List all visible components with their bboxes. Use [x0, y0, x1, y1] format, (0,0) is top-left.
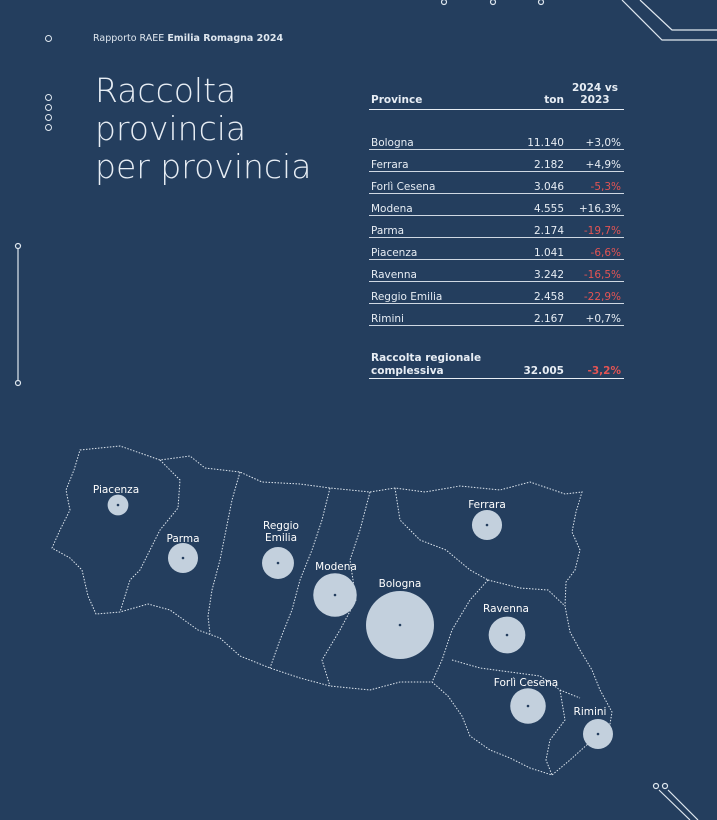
dot-icon: [45, 114, 52, 121]
region-map: [0, 420, 717, 820]
province-change: -22,9%: [567, 282, 624, 304]
report-label: Rapporto RAEE: [93, 33, 165, 44]
bubble-center-dot: [182, 557, 185, 560]
table-row: [369, 128, 624, 150]
province-ton: 11.140: [502, 128, 567, 150]
province-ton: 2.174: [502, 216, 567, 238]
table-row: [369, 150, 624, 172]
province-ton: 4.555: [502, 194, 567, 216]
dot-icon: [45, 94, 52, 101]
total-ton: 32.005: [502, 346, 567, 379]
table-row: [369, 260, 624, 282]
map-label-rimini: Rimini: [573, 706, 607, 718]
province-change: +4,9%: [567, 150, 624, 172]
table-body: [369, 110, 624, 379]
bubble-center-dot: [486, 524, 489, 527]
province-ton: 3.046: [502, 172, 567, 194]
map-label-modena: Modena: [315, 561, 357, 573]
province-table: [369, 82, 624, 379]
province-name: Modena: [369, 194, 502, 216]
border-bologna-ravenna: [432, 580, 488, 682]
province-change: -6,6%: [567, 238, 624, 260]
bubble-center-dot: [399, 624, 402, 627]
title-line-2: provincia: [95, 109, 247, 148]
table-row: [369, 304, 624, 326]
col-header-province: Province: [369, 82, 502, 110]
table-spacer: [369, 326, 624, 347]
province-name: Piacenza: [369, 238, 502, 260]
province-name: Parma: [369, 216, 502, 238]
map-label-parma: Parma: [166, 533, 200, 545]
table-row: [369, 282, 624, 304]
title-line-1: Raccolta: [95, 71, 237, 110]
border-forli-rimini: [546, 690, 565, 775]
total-label: Raccolta regionale complessiva: [369, 346, 502, 379]
side-dots-decoration: [45, 94, 52, 134]
province-name: Bologna: [369, 128, 502, 150]
bubble-center-dot: [277, 562, 280, 565]
title-line-3: per provincia: [95, 147, 312, 186]
header-bullet-icon: [45, 35, 52, 42]
province-change: -5,3%: [567, 172, 624, 194]
table-total-row: [369, 346, 624, 379]
map-label-ravenna: Ravenna: [483, 603, 529, 615]
dot-icon: [45, 104, 52, 111]
province-name: Ferrara: [369, 150, 502, 172]
report-header: [93, 33, 283, 44]
province-ton: 2.182: [502, 150, 567, 172]
map-label-forli: Forlì Cesena: [493, 677, 559, 689]
province-name: Ravenna: [369, 260, 502, 282]
map-label-bologna: Bologna: [378, 578, 422, 590]
table-row: [369, 194, 624, 216]
province-ton: 2.167: [502, 304, 567, 326]
table-spacer: [369, 110, 624, 129]
bubble-center-dot: [527, 705, 530, 708]
province-ton: 2.458: [502, 282, 567, 304]
bubble-center-dot: [334, 594, 337, 597]
province-name: Reggio Emilia: [369, 282, 502, 304]
col-header-ton: ton: [502, 82, 567, 110]
bubble-center-dot: [597, 733, 600, 736]
bubble-center-dot: [506, 634, 509, 637]
province-change: -16,5%: [567, 260, 624, 282]
table-row: [369, 216, 624, 238]
table-row: [369, 238, 624, 260]
province-name: Rimini: [369, 304, 502, 326]
province-change: +16,3%: [567, 194, 624, 216]
dot-icon: [45, 124, 52, 131]
col-header-change: 2024 vs 2023: [567, 82, 624, 110]
report-region: Emilia Romagna 2024: [167, 33, 284, 44]
page-title: [95, 72, 311, 186]
province-ton: 3.242: [502, 260, 567, 282]
province-change: +3,0%: [567, 128, 624, 150]
map-label-reggio: Reggio Emilia: [263, 520, 299, 544]
bubble-center-dot: [117, 504, 120, 507]
province-name: Forlì Cesena: [369, 172, 502, 194]
border-parma-reggio: [208, 472, 240, 634]
table-header-row: [369, 82, 624, 110]
province-ton: 1.041: [502, 238, 567, 260]
total-change: -3,2%: [567, 346, 624, 379]
province-change: -19,7%: [567, 216, 624, 238]
province-change: +0,7%: [567, 304, 624, 326]
map-label-ferrara: Ferrara: [468, 499, 506, 511]
map-label-piacenza: Piacenza: [92, 484, 140, 496]
table-row: [369, 172, 624, 194]
